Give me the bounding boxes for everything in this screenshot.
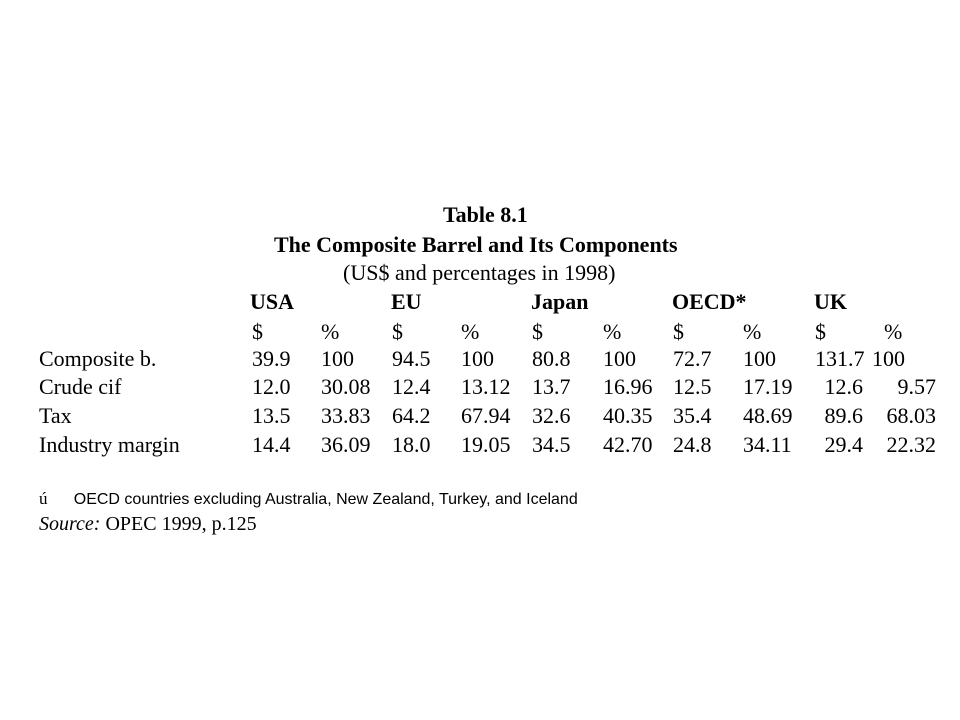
unit-dollar-japan: $ (532, 319, 543, 344)
source (39, 513, 257, 536)
cell-margin-uk-dollar: 29.4 (824, 432, 863, 457)
cell-crude-uk-percent: 9.57 (897, 374, 936, 399)
cell-tax-oecd-percent: 48.69 (743, 403, 793, 428)
cell-crude-usa-dollar: 12.0 (252, 374, 291, 399)
cell-margin-japan-percent: 42.70 (603, 432, 653, 457)
cell-tax-eu-dollar: 64.2 (392, 403, 431, 428)
region-header-uk: UK (814, 289, 847, 314)
region-header-eu: EU (391, 289, 422, 314)
cell-crude-uk-dollar: 12.6 (824, 374, 863, 399)
row-label-composite: Composite b. (39, 346, 157, 371)
table-title: The Composite Barrel and Its Components (274, 232, 678, 257)
footnote (39, 489, 578, 509)
row-label-crude-cif: Crude cif (39, 374, 122, 399)
unit-percent-eu: % (461, 319, 480, 344)
footnote-text: OECD countries excluding Australia, New Zealand, Turkey, and Iceland (73, 491, 578, 508)
cell-margin-eu-percent: 19.05 (461, 432, 511, 457)
region-header-japan: Japan (531, 289, 589, 314)
row-label-industry-margin: Industry margin (39, 432, 180, 457)
cell-tax-japan-dollar: 32.6 (532, 403, 571, 428)
table-number: Table 8.1 (443, 202, 528, 227)
cell-crude-usa-percent: 30.08 (321, 374, 371, 399)
region-header-oecd: OECD* (672, 289, 747, 314)
cell-crude-eu-dollar: 12.4 (392, 374, 431, 399)
unit-dollar-uk: $ (815, 319, 826, 344)
cell-crude-eu-percent: 13.12 (461, 374, 511, 399)
table-subtitle: (US$ and percentages in 1998) (343, 260, 616, 285)
cell-margin-usa-percent: 36.09 (321, 432, 371, 457)
cell-composite-usa-dollar: 39.9 (252, 346, 291, 371)
cell-crude-oecd-percent: 17.19 (743, 374, 793, 399)
cell-margin-uk-percent: 22.32 (886, 432, 936, 457)
region-header-usa: USA (250, 289, 295, 314)
cell-margin-japan-dollar: 34.5 (532, 432, 571, 457)
unit-percent-usa: % (321, 319, 340, 344)
cell-tax-uk-percent: 68.03 (886, 403, 936, 428)
unit-dollar-usa: $ (252, 319, 263, 344)
cell-composite-uk-dollar: 131.7 (815, 346, 865, 371)
cell-tax-usa-percent: 33.83 (321, 403, 371, 428)
cell-tax-oecd-dollar: 35.4 (673, 403, 712, 428)
cell-composite-japan-percent: 100 (603, 346, 636, 371)
source-label: Source: (39, 513, 101, 535)
unit-percent-oecd: % (743, 319, 762, 344)
cell-tax-usa-dollar: 13.5 (252, 403, 291, 428)
cell-composite-eu-dollar: 94.5 (392, 346, 431, 371)
cell-tax-eu-percent: 67.94 (461, 403, 511, 428)
cell-composite-usa-percent: 100 (321, 346, 354, 371)
cell-crude-japan-percent: 16.96 (603, 374, 653, 399)
cell-tax-uk-dollar: 89.6 (824, 403, 863, 428)
cell-crude-japan-dollar: 13.7 (532, 374, 571, 399)
cell-composite-uk-percent: 100 (872, 346, 905, 371)
cell-crude-oecd-dollar: 12.5 (673, 374, 712, 399)
cell-margin-usa-dollar: 14.4 (252, 432, 291, 457)
unit-dollar-eu: $ (392, 319, 403, 344)
footnote-marker: ú (39, 489, 48, 508)
source-text: OPEC 1999, p.125 (105, 513, 257, 535)
unit-percent-japan: % (603, 319, 622, 344)
unit-dollar-oecd: $ (673, 319, 684, 344)
cell-margin-oecd-dollar: 24.8 (673, 432, 712, 457)
cell-margin-eu-dollar: 18.0 (392, 432, 431, 457)
row-label-tax: Tax (39, 403, 72, 428)
cell-composite-eu-percent: 100 (461, 346, 494, 371)
cell-composite-japan-dollar: 80.8 (532, 346, 571, 371)
cell-tax-japan-percent: 40.35 (603, 403, 653, 428)
unit-percent-uk: % (884, 319, 903, 344)
cell-margin-oecd-percent: 34.11 (743, 432, 792, 457)
cell-composite-oecd-percent: 100 (743, 346, 776, 371)
cell-composite-oecd-dollar: 72.7 (673, 346, 712, 371)
